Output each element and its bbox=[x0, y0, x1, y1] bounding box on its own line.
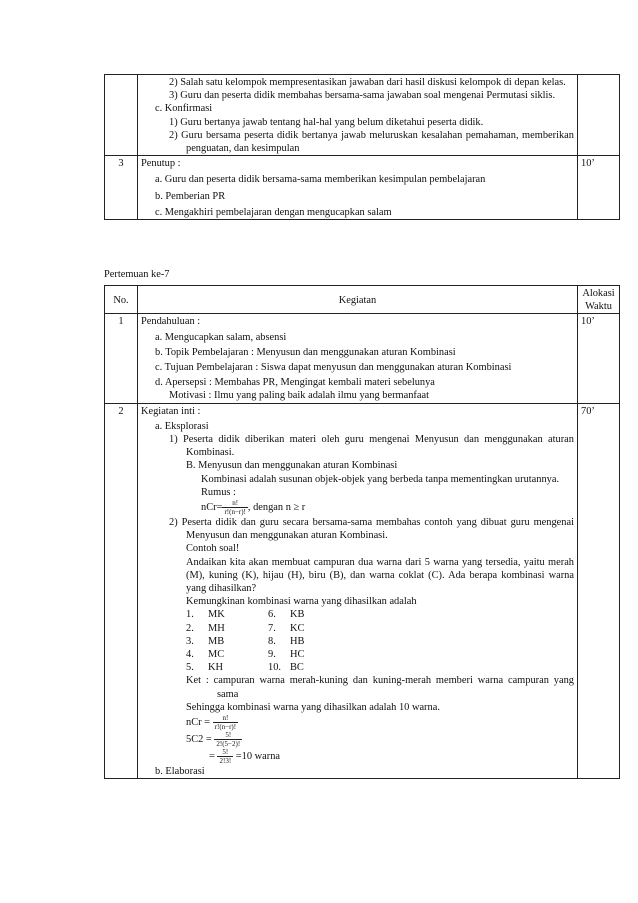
header-alokasi: Alokasi Waktu bbox=[578, 286, 620, 314]
combo-value: BC bbox=[290, 662, 304, 674]
row-no-cell: 3 bbox=[105, 156, 138, 220]
header-no: No. bbox=[105, 286, 138, 314]
paragraph: Ket : campuran warna merah-kuning dan kuning-merah memberi warna campuran yang sama bbox=[186, 675, 574, 700]
list-item: Motivasi : Ilmu yang paling baik adalah ilmu yang bermanfaat bbox=[169, 390, 429, 402]
row-no-cell: 1 bbox=[105, 314, 138, 403]
list-item: 2) Guru bersama peserta didik bertanya jawab meluruskan kesalahan pemahaman, memberikan penguatan, dan kesimpulan bbox=[169, 129, 574, 155]
combo-value: MK bbox=[208, 609, 225, 621]
formula-denominator: r!(n−r)! bbox=[224, 508, 246, 517]
list-item: d. Apersepsi : Membahas PR, Mengingat kembali materi sebelunya bbox=[155, 377, 435, 389]
row-kegiatan-cell bbox=[138, 75, 578, 156]
formula-tail: =10 warna bbox=[235, 750, 280, 762]
row-alokasi-cell: 70’ bbox=[578, 403, 620, 779]
section-title: Kegiatan inti : bbox=[141, 405, 201, 417]
formula-denominator: 2!3! bbox=[219, 757, 232, 766]
meeting-title: Pertemuan ke-7 bbox=[104, 269, 170, 280]
list-item bbox=[141, 648, 574, 661]
table-row bbox=[105, 156, 620, 220]
table-pertemuan-7 bbox=[104, 285, 620, 779]
paragraph: 2) Peserta didik dan guru secara bersama-sama membahas contoh yang dibuat guru mengenai Menyusun dan menggunakan aturan Kombinasi. bbox=[169, 517, 574, 542]
list-item: c. Konfirmasi bbox=[155, 103, 213, 115]
section-title: Penutup : bbox=[141, 158, 181, 170]
formula-left: nCr= bbox=[201, 501, 223, 513]
row-alokasi-cell bbox=[578, 75, 620, 156]
formula bbox=[141, 714, 574, 731]
combo-value: KH bbox=[208, 662, 224, 674]
list-item: 3) Guru dan peserta didik membahas bersama-sama jawaban soal mengenai Permutasi siklis. bbox=[169, 90, 556, 102]
row-alokasi-cell: 10’ bbox=[578, 314, 620, 403]
row-no-cell bbox=[105, 75, 138, 156]
subsection-title: b. Elaborasi bbox=[155, 766, 205, 778]
table-header-row bbox=[105, 286, 620, 314]
combo-value: MH bbox=[208, 622, 225, 634]
combo-num: 10. bbox=[268, 662, 281, 674]
formula-numerator: n! bbox=[213, 714, 238, 723]
table-row bbox=[105, 403, 620, 779]
formula bbox=[141, 748, 574, 765]
combo-num: 4. bbox=[186, 649, 194, 661]
row-kegiatan-cell bbox=[138, 403, 578, 779]
paragraph: Andaikan kita akan membuat campuran dua warna dari 5 warna yang tersedia, yaitu merah (M), kuning (K), hijau (H), biru (B), dan warna coklat (C). Ada berapa kombinasi warna yang dihasilkan? bbox=[186, 556, 574, 595]
list-item: 2) Salah satu kelompok mempresentasikan jawaban dari hasil diskusi kelompok di depan kelas. bbox=[169, 77, 566, 88]
formula-fraction bbox=[217, 748, 233, 765]
formula bbox=[141, 731, 574, 748]
list-item bbox=[141, 608, 574, 621]
list-item: c. Tujuan Pembelajaran : Siswa dapat menyusun dan menggunakan aturan Kombinasi bbox=[155, 362, 512, 374]
row-kegiatan-cell bbox=[138, 156, 578, 220]
row-no-cell: 2 bbox=[105, 403, 138, 779]
list-item: a. Mengucapkan salam, absensi bbox=[155, 331, 287, 343]
section-title: Pendahuluan : bbox=[141, 316, 201, 328]
combo-value: HB bbox=[290, 635, 305, 647]
list-item: a. Guru dan peserta didik bersama-sama memberikan kesimpulan pembelajaran bbox=[155, 174, 486, 186]
combo-num: 2. bbox=[186, 622, 194, 634]
table-row bbox=[105, 75, 620, 156]
paragraph: Kemungkinan kombinasi warna yang dihasilkan adalah bbox=[186, 596, 417, 608]
combo-num: 6. bbox=[268, 609, 276, 621]
formula-tail: , dengan n ≥ r bbox=[247, 501, 306, 513]
label: Rumus : bbox=[201, 486, 236, 498]
subsection-title: a. Eksplorasi bbox=[155, 420, 209, 432]
subsection-title: B. Menyusun dan menggunakan aturan Kombinasi bbox=[186, 460, 398, 472]
combo-num: 8. bbox=[268, 635, 276, 647]
combo-value: HC bbox=[290, 649, 305, 661]
formula-fraction bbox=[213, 714, 238, 731]
list-item bbox=[141, 635, 574, 648]
list-item bbox=[141, 661, 574, 674]
combo-num: 5. bbox=[186, 662, 194, 674]
list-item: b. Topik Pembelajaran : Menyusun dan menggunakan aturan Kombinasi bbox=[155, 346, 456, 358]
formula-fraction bbox=[222, 499, 247, 516]
combo-num: 1. bbox=[186, 609, 194, 621]
combo-value: MB bbox=[208, 635, 225, 647]
combo-num: 9. bbox=[268, 649, 276, 661]
combo-num: 3. bbox=[186, 635, 194, 647]
formula-fraction bbox=[214, 731, 242, 748]
table-row bbox=[105, 314, 620, 403]
formula bbox=[141, 499, 574, 516]
formula-numerator: 5! bbox=[217, 748, 233, 757]
list-item: 1) Guru bertanya jawab tentang hal-hal yang belum diketahui peserta didik. bbox=[169, 116, 484, 128]
row-kegiatan-cell bbox=[138, 314, 578, 403]
formula-numerator: 5! bbox=[214, 731, 242, 740]
list-item: b. Pemberian PR bbox=[155, 190, 226, 202]
label: Contoh soal! bbox=[186, 543, 240, 555]
formula-denominator: r!(n−r)! bbox=[214, 723, 237, 732]
formula-numerator: n! bbox=[222, 499, 247, 508]
formula-left: nCr = bbox=[186, 716, 211, 728]
row-alokasi-cell: 10’ bbox=[578, 156, 620, 220]
combo-num: 7. bbox=[268, 622, 276, 634]
paragraph: 1) Peserta didik diberikan materi oleh guru mengenai Menyusun dan menggunakan aturan Kombinasi. bbox=[169, 434, 574, 459]
table-continuation bbox=[104, 74, 620, 220]
paragraph: Kombinasi adalah susunan objek-objek yang berbeda tanpa mementingkan urutannya. bbox=[201, 473, 560, 485]
paragraph: Sehingga kombinasi warna yang dihasilkan adalah 10 warna. bbox=[186, 701, 440, 713]
header-kegiatan: Kegiatan bbox=[138, 286, 578, 314]
combo-value: KC bbox=[290, 622, 305, 634]
formula-left: 5C2 = bbox=[186, 733, 212, 745]
formula-denominator: 2!(5−2)! bbox=[216, 740, 241, 749]
formula-left: = bbox=[209, 750, 215, 762]
combo-value: MC bbox=[208, 649, 225, 661]
combo-value: KB bbox=[290, 609, 305, 621]
list-item: c. Mengakhiri pembelajaran dengan mengucapkan salam bbox=[155, 206, 392, 218]
list-item bbox=[141, 622, 574, 635]
